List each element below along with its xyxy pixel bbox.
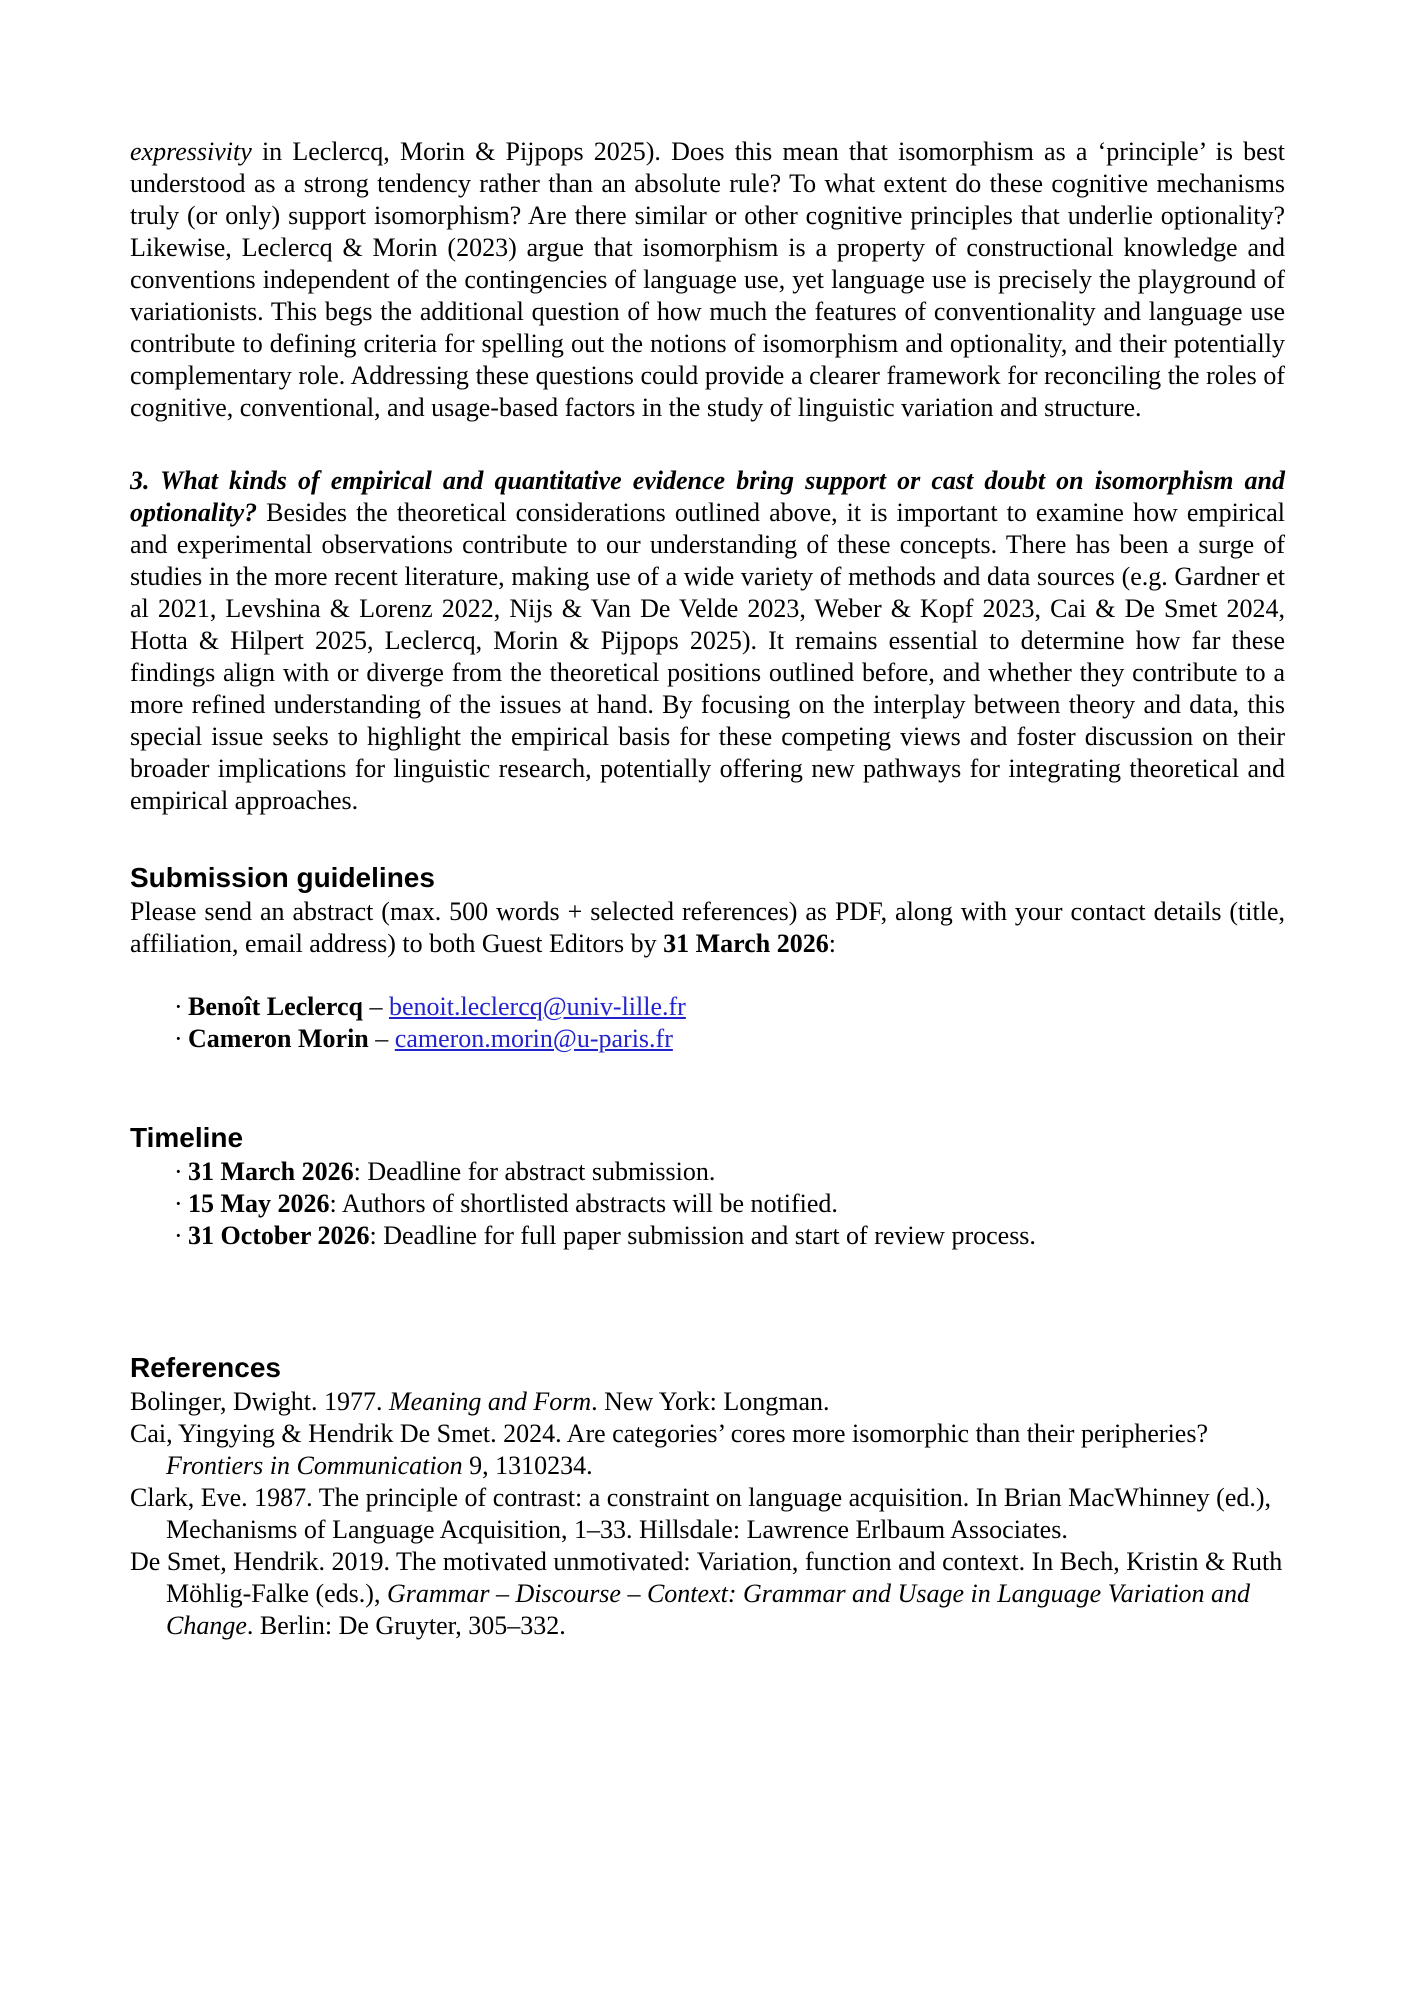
editor-item: [130, 1023, 1285, 1055]
bullet-icon: ·: [174, 1189, 183, 1218]
editors-list: [130, 991, 1285, 1055]
timeline-text: : Deadline for abstract submission.: [353, 1157, 716, 1186]
reference-item: [130, 1482, 1285, 1546]
dash-separator: –: [369, 992, 383, 1021]
submission-deadline: 31 March 2026: [663, 929, 829, 958]
question-3-paragraph: [130, 465, 1285, 817]
reference-item: [130, 1386, 1285, 1418]
question-3-heading: 3. What kinds of empirical and quantitative evidence bring support or cast doubt on isomorphism and optionality?: [130, 466, 1285, 527]
bullet-icon: ·: [174, 1221, 183, 1250]
intro-paragraph: [130, 136, 1285, 424]
reference-italic: Grammar – Discourse – Context: Grammar and Usage in Language Variation and Change: [166, 1579, 1251, 1640]
timeline-date: 31 March 2026: [188, 1157, 354, 1186]
bullet-icon: ·: [174, 992, 183, 1021]
timeline-date: 15 May 2026: [188, 1189, 330, 1218]
question-3-text: Besides the theoretical considerations outlined above, it is important to examine how empirical and experimental observations contribute to our understanding of these concepts. There has been a surge of studies in the more recent literature, making use of a wide variety of methods and data sources (e.g. Gardner et al 2021, Levshina & Lorenz 2022, Nijs & Van De Velde 2023, Weber & Kopf 2023, Cai & De Smet 2024, Hotta & Hilpert 2025, Leclercq, Morin & Pijpops 2025). It remains essential to determine how far these findings align with or diverge from the theoretical positions outlined before, and whether they contribute to a more refined understanding of the issues at hand. By focusing on the interplay between theory and data, this special issue seeks to highlight the empirical basis for these competing views and foster discussion on their broader implications for linguistic research, potentially offering new pathways for integrating theoretical and empirical approaches.: [130, 498, 1285, 815]
reference-text: Cai, Yingying & Hendrik De Smet. 2024. Are categories’ cores more isomorphic than their peripheries?: [130, 1419, 1208, 1448]
submission-text-after: :: [828, 929, 836, 958]
submission-guidelines-heading: Submission guidelines: [130, 862, 435, 893]
references-heading: References: [130, 1352, 281, 1383]
reference-item: [130, 1546, 1285, 1642]
timeline-text: : Deadline for full paper submission and start of review process.: [369, 1221, 1036, 1250]
reference-text: Bolinger, Dwight. 1977.: [130, 1387, 389, 1416]
timeline-date: 31 October 2026: [188, 1221, 370, 1250]
submission-text-before: Please send an abstract (max. 500 words + selected references) as PDF, along with your contact details (title, affiliation, email address) to both Guest Editors by: [130, 897, 1285, 958]
editor-name: Benoît Leclercq: [188, 992, 363, 1021]
dash-separator: –: [375, 1024, 389, 1053]
reference-text: . Berlin: De Gruyter, 305–332.: [246, 1611, 566, 1640]
timeline-text: : Authors of shortlisted abstracts will be notified.: [329, 1189, 838, 1218]
timeline-item: [130, 1188, 1285, 1220]
reference-italic: Meaning and Form: [388, 1387, 592, 1416]
bullet-icon: ·: [174, 1024, 183, 1053]
timeline-item: [130, 1220, 1285, 1252]
intro-text: in Leclercq, Morin & Pijpops 2025). Does this mean that isomorphism as a ‘principle’ is best understood as a strong tendency rather than an absolute rule? To what extent do these cognitive mechanisms truly (or only) support isomorphism? Are there similar or other cognitive principles that underlie optionality? Likewise, Leclercq & Morin (2023) argue that isomorphism is a property of constructional knowledge and conventions independent of the contingencies of language use, yet language use is precisely the playground of variationists. This begs the additional question of how much the features of conventionality and language use contribute to defining criteria for spelling out the notions of isomorphism and optionality, and their potentially complementary role. Addressing these questions could provide a clearer framework for reconciling the roles of cognitive, conventional, and usage-based factors in the study of linguistic variation and structure.: [130, 137, 1285, 422]
editor-email-link[interactable]: benoit.leclercq@univ-lille.fr: [388, 992, 686, 1021]
submission-paragraph: [130, 896, 1285, 960]
reference-text: Clark, Eve. 1987. The principle of contrast: a constraint on language acquisition. In Brian MacWhinney (ed.), Mechanisms of Language Acquisition, 1–33. Hillsdale: Lawrence Erlbaum Associates.: [130, 1483, 1272, 1544]
reference-text: De Smet, Hendrik. 2019. The motivated unmotivated: Variation, function and context. In Bech, Kristin & Ruth Möhlig-Falke (eds.),: [130, 1547, 1283, 1608]
timeline-item: [130, 1156, 1285, 1188]
bullet-icon: ·: [174, 1157, 183, 1186]
references-list: [130, 1386, 1285, 1642]
timeline-list: [130, 1156, 1285, 1252]
timeline-heading: Timeline: [130, 1122, 244, 1153]
reference-text: 9, 1310234.: [462, 1451, 593, 1480]
reference-italic: Frontiers in Communication: [166, 1451, 463, 1480]
reference-item: [130, 1418, 1285, 1482]
editor-name: Cameron Morin: [188, 1024, 369, 1053]
intro-lead-italic: expressivity: [130, 137, 252, 166]
reference-text: . New York: Longman.: [591, 1387, 830, 1416]
editor-item: [130, 991, 1285, 1023]
editor-email-link[interactable]: cameron.morin@u-paris.fr: [394, 1024, 673, 1053]
